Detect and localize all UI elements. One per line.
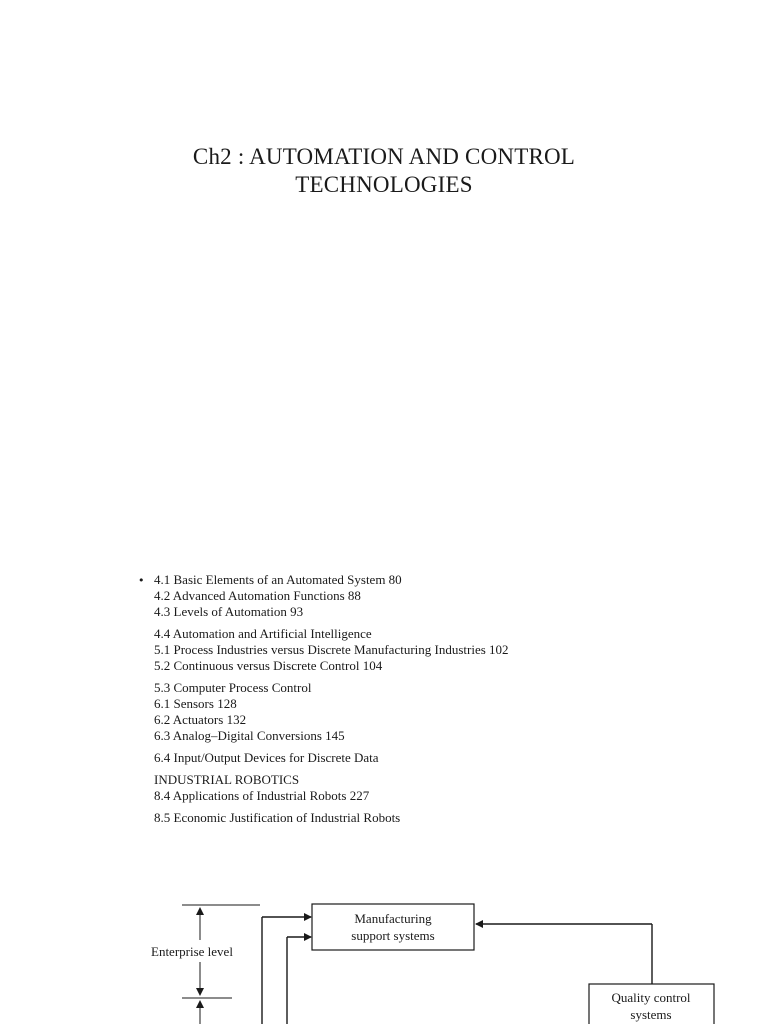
contents-line: 4.2 Advanced Automation Functions 88	[154, 588, 361, 603]
contents-line: 5.1 Process Industries versus Discrete Manufacturing Industries 102	[154, 642, 509, 657]
automation-levels-diagram	[0, 880, 768, 1024]
quality-box-line-2: systems	[630, 1007, 672, 1022]
contents-group	[154, 572, 694, 620]
contents-line: 8.5 Economic Justification of Industrial Robots	[154, 810, 401, 825]
contents-group	[154, 810, 694, 826]
slide-title-line-2: TECHNOLOGIES	[295, 172, 473, 197]
contents-line: 4.4 Automation and Artificial Intelligence	[154, 626, 372, 641]
contents-group	[154, 626, 694, 674]
quality-box-line-1: Quality control	[611, 990, 691, 1005]
contents-line: 5.2 Continuous versus Discrete Control 104	[154, 658, 383, 673]
manufacturing-box-line-2: support systems	[351, 928, 435, 943]
contents-line: 6.3 Analog–Digital Conversions 145	[154, 728, 345, 743]
contents-group	[154, 772, 694, 804]
contents-group	[154, 680, 694, 744]
contents-line: INDUSTRIAL ROBOTICS	[154, 772, 300, 787]
contents-line: 5.3 Computer Process Control	[154, 680, 312, 695]
slide-title	[0, 143, 768, 199]
contents-line: 6.4 Input/Output Devices for Discrete Data	[154, 750, 379, 765]
contents-line: 4.1 Basic Elements of an Automated System 80	[154, 572, 402, 587]
contents-line: 6.2 Actuators 132	[154, 712, 247, 727]
contents-line: 8.4 Applications of Industrial Robots 227	[154, 788, 370, 803]
contents-group	[154, 750, 694, 766]
contents-line: 4.3 Levels of Automation 93	[154, 604, 304, 619]
contents-line: 6.1 Sensors 128	[154, 696, 237, 711]
slide-title-line-1: Ch2 : AUTOMATION AND CONTROL	[192, 144, 576, 169]
contents-items	[154, 572, 694, 826]
enterprise-level-label: Enterprise level	[151, 944, 233, 959]
manufacturing-box-line-1: Manufacturing	[354, 911, 432, 926]
bullet-dot-icon: •	[138, 574, 145, 587]
